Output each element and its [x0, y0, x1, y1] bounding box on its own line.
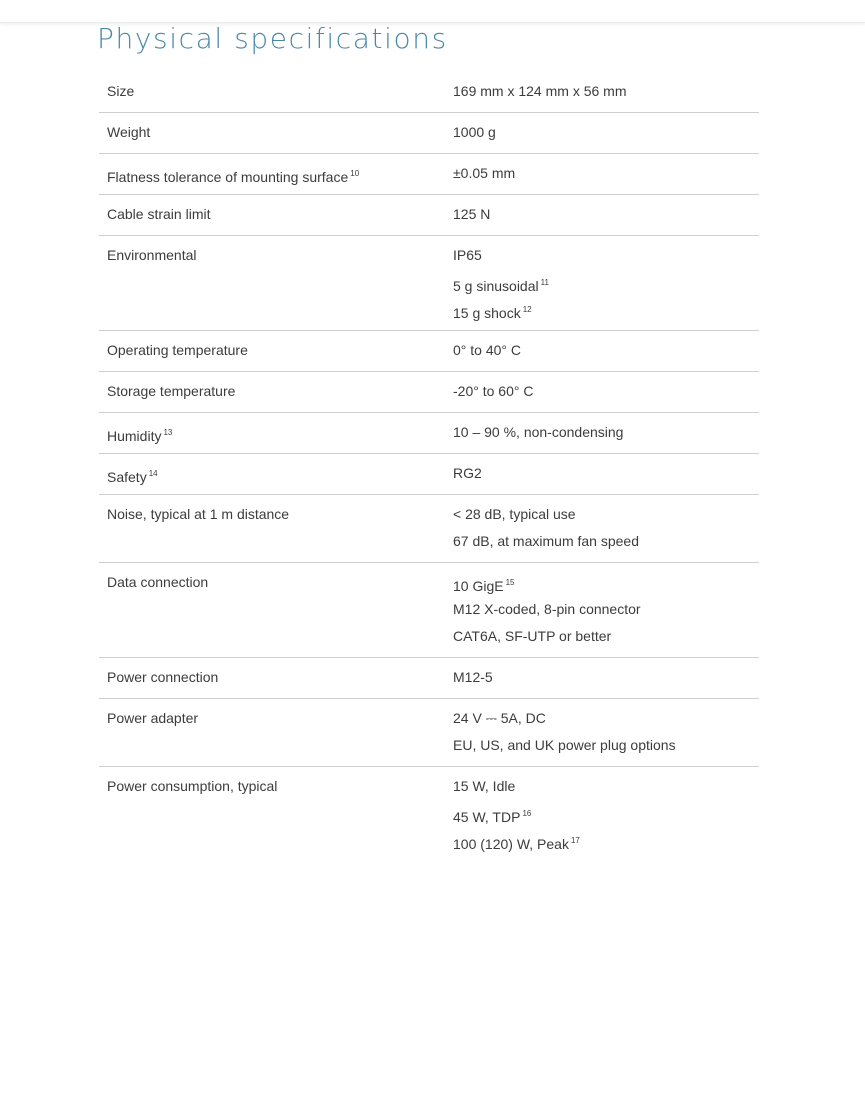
spec-value-line	[453, 705, 759, 732]
spec-label: Cable strain limit	[107, 206, 211, 222]
spec-value-line	[453, 596, 759, 623]
spec-value: M12-5	[453, 669, 493, 685]
spec-value-line	[453, 773, 759, 800]
spec-value: 169 mm x 124 mm x 56 mm	[453, 83, 627, 99]
spec-label-cell	[99, 563, 453, 658]
spec-value: RG2	[453, 465, 482, 481]
spec-label-cell	[99, 154, 453, 195]
spec-row	[99, 767, 759, 862]
spec-value: 45 W, TDP	[453, 809, 521, 825]
spec-value-cell	[453, 413, 759, 454]
spec-value-line	[453, 201, 759, 228]
spec-value: 100 (120) W, Peak	[453, 836, 569, 852]
spec-value: EU, US, and UK power plug options	[453, 737, 676, 753]
spec-value: < 28 dB, typical use	[453, 506, 576, 522]
spec-value-cell	[453, 236, 759, 331]
spec-value-line	[453, 664, 759, 691]
spec-value: 67 dB, at maximum fan speed	[453, 533, 639, 549]
spec-value: 15 W, Idle	[453, 778, 516, 794]
spec-row	[99, 113, 759, 154]
footnote-marker: 11	[540, 278, 549, 287]
spec-row	[99, 195, 759, 236]
spec-label: Power consumption, typical	[107, 778, 278, 794]
spec-value: 125 N	[453, 206, 491, 222]
spec-row	[99, 72, 759, 113]
spec-value: M12 X-coded, 8-pin connector	[453, 601, 641, 617]
spec-value: 0° to 40° C	[453, 342, 522, 358]
spec-row	[99, 454, 759, 495]
spec-label: Storage temperature	[107, 383, 236, 399]
spec-row	[99, 154, 759, 195]
spec-value: CAT6A, SF-UTP or better	[453, 628, 612, 644]
spec-label: Weight	[107, 124, 151, 140]
spec-label-cell	[99, 767, 453, 862]
footnote-marker: 16	[522, 809, 532, 818]
spec-label: Data connection	[107, 574, 209, 590]
spec-label-cell	[99, 413, 453, 454]
page-title: Physical specifications	[97, 22, 448, 55]
spec-value-line	[453, 732, 759, 759]
spec-value: 5 g sinusoidal	[453, 278, 539, 294]
footnote-marker: 15	[505, 578, 515, 587]
spec-row	[99, 372, 759, 413]
spec-row	[99, 413, 759, 454]
spec-value-cell	[453, 331, 759, 372]
spec-row	[99, 495, 759, 563]
spec-label: Flatness tolerance of mounting surface	[107, 169, 349, 185]
spec-value-line	[453, 528, 759, 555]
spec-label-cell	[99, 495, 453, 563]
spec-value-line	[453, 78, 759, 105]
spec-value: IP65	[453, 247, 482, 263]
spec-value: 15 g shock	[453, 305, 521, 321]
footnote-marker: 12	[522, 305, 532, 314]
spec-value-cell	[453, 699, 759, 767]
footnote-marker: 13	[163, 428, 173, 437]
spec-value: 10 – 90 %, non-condensing	[453, 424, 624, 440]
spec-label-cell	[99, 372, 453, 413]
spec-value-cell	[453, 658, 759, 699]
spec-value-line	[453, 337, 759, 364]
spec-label-cell	[99, 72, 453, 113]
spec-row	[99, 658, 759, 699]
spec-label-cell	[99, 699, 453, 767]
spec-value-cell	[453, 195, 759, 236]
spec-row	[99, 563, 759, 658]
spec-label-cell	[99, 113, 453, 154]
spec-value-line	[453, 378, 759, 405]
spec-value-cell	[453, 372, 759, 413]
spec-value-line	[453, 827, 759, 854]
spec-value-line	[453, 242, 759, 269]
spec-value-line	[453, 160, 759, 187]
top-bar	[0, 0, 865, 23]
spec-label: Environmental	[107, 247, 197, 263]
spec-label-cell	[99, 236, 453, 331]
spec-value-line	[453, 501, 759, 528]
spec-value-line	[453, 569, 759, 596]
spec-value-cell	[453, 454, 759, 495]
spec-label: Noise, typical at 1 m distance	[107, 506, 290, 522]
spec-label-cell	[99, 195, 453, 236]
spec-value-line	[453, 296, 759, 323]
spec-value: 1000 g	[453, 124, 496, 140]
spec-value-line	[453, 419, 759, 446]
spec-value-cell	[453, 563, 759, 658]
spec-value: 24 V ⎓ 5A, DC	[453, 710, 546, 726]
spec-value-line	[453, 119, 759, 146]
footnote-marker: 14	[148, 469, 158, 478]
footnote-marker: 10	[350, 169, 360, 178]
spec-label: Humidity	[107, 428, 162, 444]
spec-label-cell	[99, 331, 453, 372]
spec-label-cell	[99, 658, 453, 699]
spec-label-cell	[99, 454, 453, 495]
spec-value-line	[453, 460, 759, 487]
spec-label: Operating temperature	[107, 342, 248, 358]
spec-value: -20° to 60° C	[453, 383, 534, 399]
footnote-marker: 17	[570, 836, 580, 845]
spec-value-line	[453, 269, 759, 296]
spec-value-cell	[453, 495, 759, 563]
spec-row	[99, 699, 759, 767]
spec-value-cell	[453, 767, 759, 862]
spec-row	[99, 331, 759, 372]
specifications-table	[99, 72, 759, 861]
spec-value: ±0.05 mm	[453, 165, 516, 181]
spec-row	[99, 236, 759, 331]
spec-value-cell	[453, 113, 759, 154]
spec-label: Power adapter	[107, 710, 199, 726]
spec-value-line	[453, 623, 759, 650]
spec-label: Safety	[107, 469, 147, 485]
spec-value-cell	[453, 154, 759, 195]
spec-label: Power connection	[107, 669, 219, 685]
spec-label: Size	[107, 83, 135, 99]
spec-value-line	[453, 800, 759, 827]
spec-value: 10 GigE	[453, 578, 504, 594]
spec-value-cell	[453, 72, 759, 113]
